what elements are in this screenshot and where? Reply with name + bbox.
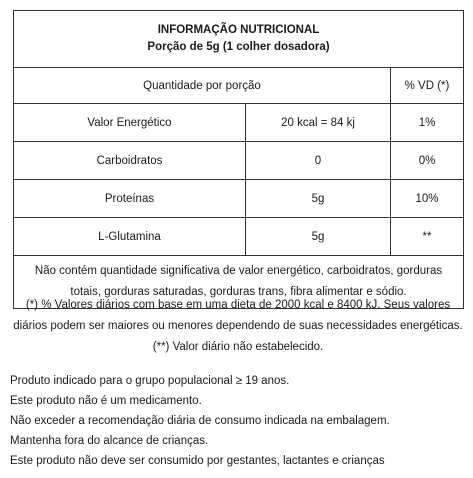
list-item: Mantenha fora do alcance de crianças.	[10, 435, 209, 447]
nutrient-vd: 10%	[391, 180, 464, 218]
table-title: INFORMAÇÃO NUTRICIONAL	[157, 24, 320, 36]
vd-header: % VD (*)	[391, 68, 464, 104]
table-row	[14, 104, 464, 142]
nutrient-name: Valor Energético	[14, 104, 246, 142]
nutrient-name: Carboidratos	[14, 142, 246, 180]
table-row	[14, 180, 464, 218]
nutrition-facts-table	[13, 10, 464, 309]
nutrient-amount: 5g	[246, 180, 391, 218]
list-item: Não exceder a recomendação diária de consumo indicada na embalagem.	[10, 415, 390, 427]
nutrient-amount: 5g	[246, 218, 391, 256]
table-row	[14, 218, 464, 256]
quantity-header: Quantidade por porção	[14, 68, 391, 104]
nutrient-name: Proteínas	[14, 180, 246, 218]
nutrient-amount: 20 kcal = 84 kj	[246, 104, 391, 142]
table-row	[14, 142, 464, 180]
table-title-cell	[14, 11, 464, 68]
portion-size: Porção de 5g (1 colher dosadora)	[147, 41, 330, 53]
list-item: Este produto não deve ser consumido por gestantes, lactantes e crianças	[10, 455, 385, 467]
table-title-row	[14, 11, 464, 68]
nutrient-vd: 1%	[391, 104, 464, 142]
list-item: Este produto não é um medicamento.	[10, 395, 202, 407]
nutrient-name: L-Glutamina	[14, 218, 246, 256]
table-header-row	[14, 68, 464, 104]
table-footer-note: Não contém quantidade significativa de valor energético, carboidratos, gorduras totais, gorduras saturadas, gorduras trans, fibra alimentar e sódio.	[14, 256, 464, 309]
product-notes-list	[10, 371, 465, 471]
daily-values-footnote: (*) % Valores diários com base em uma dieta de 2000 kcal e 8400 kJ. Seus valores diários podem ser maiores ou menores dependendo de suas necessidades energéticas. (**) Valor diário não estabelecido.	[13, 299, 463, 353]
nutrient-amount: 0	[246, 142, 391, 180]
nutrient-vd: **	[391, 218, 464, 256]
list-item: Produto indicado para o grupo populacional ≥ 19 anos.	[10, 375, 290, 387]
nutrient-vd: 0%	[391, 142, 464, 180]
